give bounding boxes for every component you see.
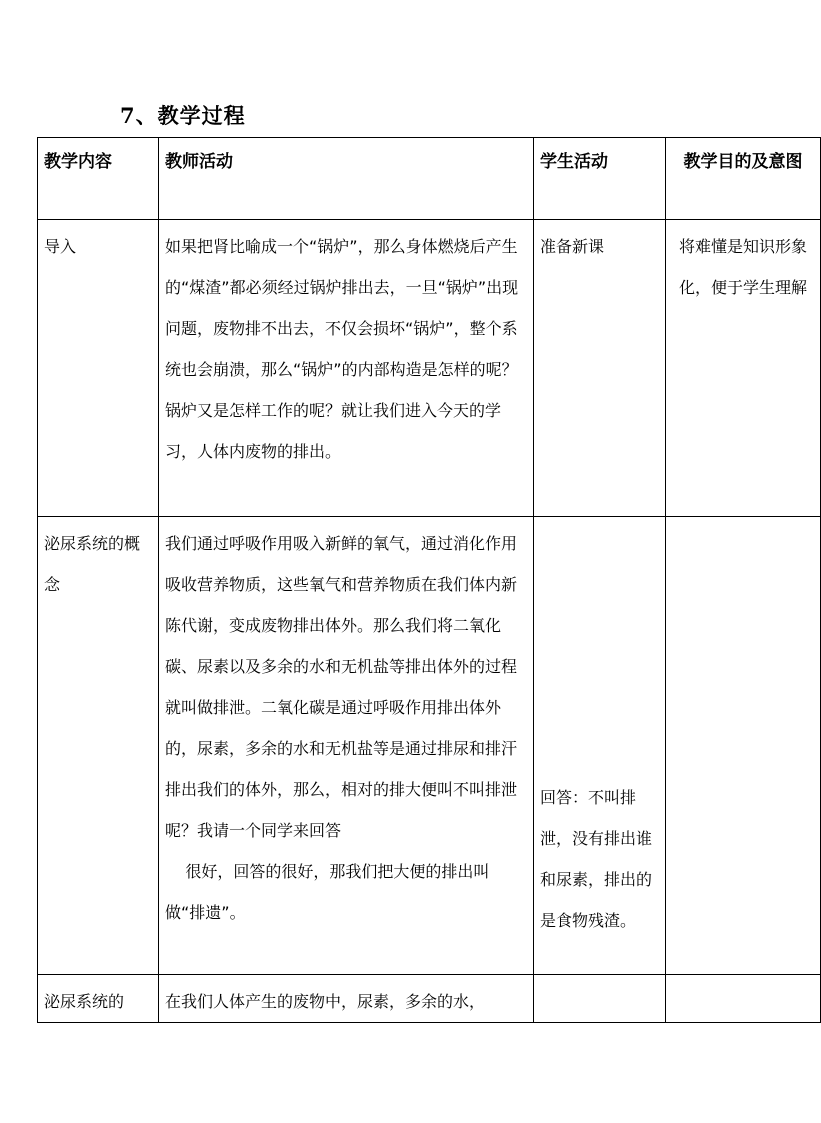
cell-content: 导入: [38, 220, 159, 517]
student-answer: 回答：不叫排泄，没有排出谁和尿素，排出的是食物残渣。: [540, 788, 653, 930]
header-student-activity: 学生活动: [534, 138, 666, 220]
table-row: [38, 975, 821, 1023]
header-purpose: 教学目的及意图: [666, 138, 821, 220]
cell-teacher: 我们通过呼吸作用吸入新鲜的氧气，通过消化作用吸收营养物质，这些氧气和营养物质在我们体内新陈代谢，变成废物排出体外。那么我们将二氧化碳、尿素以及多余的水和无机盐等排出体外的过程就叫做排泄。二氧化碳是通过呼吸作用排出体外的，尿素，多余的水和无机盐等是通过排尿和排汗排出我们的体外，那么，相对的排大便叫不叫排泄呢？我请一个同学来回答 很好，回答的很好，那我们把大便的排出叫做“排遗”。: [159, 517, 534, 975]
cell-purpose: [666, 517, 821, 975]
cell-student: 准备新课: [534, 220, 666, 517]
table-header-row: [38, 138, 821, 220]
section-heading: 7、教学过程: [120, 103, 246, 128]
table-row: [38, 220, 821, 517]
cell-student: [534, 517, 666, 975]
cell-content: 泌尿系统的: [38, 975, 159, 1023]
table-row: [38, 517, 821, 975]
cell-student: [534, 975, 666, 1023]
cell-teacher: 在我们人体产生的废物中，尿素，多余的水，: [159, 975, 534, 1023]
header-teacher-activity: 教师活动: [159, 138, 534, 220]
cell-purpose: 将难懂是知识形象化，便于学生理解: [666, 220, 821, 517]
cell-teacher: 如果把肾比喻成一个“锅炉”，那么身体燃烧后产生的“煤渣”都必须经过锅炉排出去，一旦“锅炉”出现问题，废物排不出去，不仅会损坏“锅炉”，整个系统也会崩溃，那么“锅炉”的内部构造是怎样的呢？锅炉又是怎样工作的呢？就让我们进入今天的学习，人体内废物的排出。: [159, 220, 534, 517]
cell-purpose: [666, 975, 821, 1023]
cell-content: 泌尿系统的概念: [38, 517, 159, 975]
teaching-process-table: [37, 137, 821, 1023]
header-content: 教学内容: [38, 138, 159, 220]
